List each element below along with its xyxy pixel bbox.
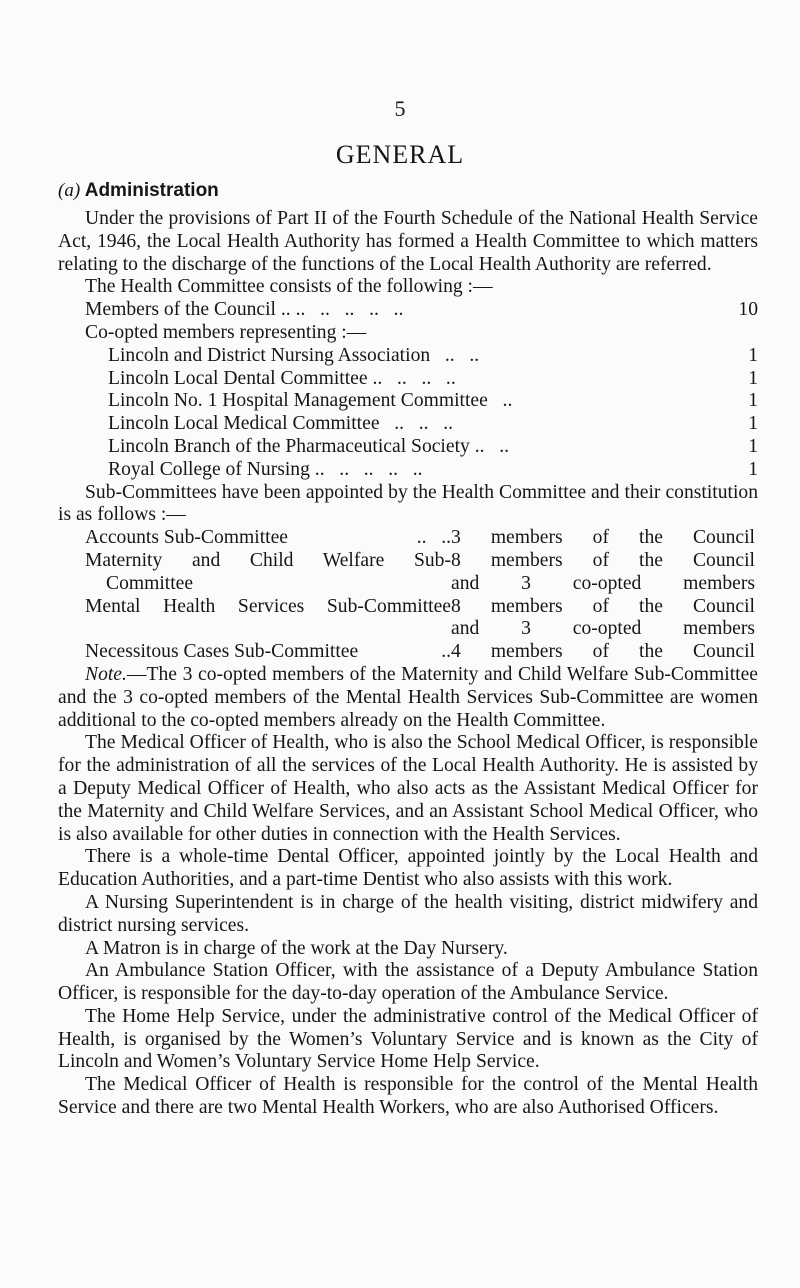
subcommittee-accounts: Accounts Sub-Committee .. .. (85, 527, 451, 549)
body-paragraph: There is a whole-time Dental Officer, appointed jointly by the Local Health and Education Authorities, and a part-time Dentist who also assists with this work. (58, 846, 758, 891)
members-council-count: 10 (738, 299, 758, 321)
members-council-label: Members of the Council .. (85, 299, 291, 321)
subcommittee-intro: Sub-Committees have been appointed by the Health Committee and their constitution is as follows :— (58, 481, 758, 526)
coopted-label: Lincoln Branch of the Pharmaceutical Society .. (108, 435, 485, 457)
coopted-count: 1 (748, 435, 758, 457)
coopted-row (58, 459, 758, 482)
section-marker: (a) (58, 180, 81, 201)
leader-dots: .. .. .. .. .. (290, 299, 404, 321)
leader-dots: .. .. .. (382, 367, 456, 389)
coopted-label: Royal College of Nursing .. (108, 458, 325, 480)
subcommittee-table (58, 527, 758, 664)
maternity-members-cont: and 3 co-opted members (451, 572, 755, 594)
mental-members-cont: and 3 co-opted members (451, 618, 755, 640)
coopted-label: Lincoln Local Dental Committee .. (108, 367, 383, 389)
leader-dots: .. (441, 641, 451, 663)
body-paragraph: The Medical Officer of Health, who is also the School Medical Officer, is responsible for the administration of all the services of the Local Health Authority. He is assisted by a Deputy Medical Officer of Health, who also acts as the Assistant Medical Officer for the Maternity and Child Welfare Services, and an Assistant School Medical Officer, who is also available for other duties in connection with the Health Services. (58, 732, 758, 845)
leader-dots: .. .. (416, 527, 451, 549)
page-number: 5 (394, 96, 406, 121)
coopted-row (58, 390, 758, 413)
coopted-row (58, 345, 758, 368)
subcommittee-names (85, 527, 451, 664)
section-heading-text: Administration (84, 180, 219, 201)
body-paragraph: The Home Help Service, under the administrative control of the Medical Officer of Health, is organised by the Women’s Voluntary Service and is known as the City of Lincoln and Women’s Voluntary Service Home Help Service. (58, 1005, 758, 1073)
coopted-row (58, 368, 758, 391)
note-label: Note. (85, 663, 127, 685)
note-paragraph (58, 664, 758, 732)
coopted-count: 1 (748, 367, 758, 389)
leader-dots: .. .. .. .. (324, 458, 423, 480)
leader-dots: .. .. .. (379, 413, 453, 435)
coopted-label: Lincoln Local Medical Committee (108, 413, 380, 435)
maternity-members: 8 members of the Council (451, 549, 755, 571)
body-paragraph: An Ambulance Station Officer, with the assistance of a Deputy Ambulance Station Officer, is responsible for the day-to-day operation of the Ambulance Service. (58, 960, 758, 1005)
committee-intro: The Health Committee consists of the following :— (85, 276, 493, 298)
coopted-count: 1 (748, 344, 758, 366)
leader-dots: .. .. (430, 344, 480, 366)
coopted-count: 1 (748, 458, 758, 480)
coopted-label: Lincoln and District Nursing Association (108, 344, 431, 366)
subcommittee-maternity: Maternity and Child Welfare Sub- (85, 549, 451, 571)
coopted-count: 1 (748, 413, 758, 435)
leader-dots: .. (487, 390, 513, 412)
mental-members: 8 members of the Council (451, 595, 755, 617)
coopted-heading: Co-opted members representing :— (85, 321, 367, 343)
coopted-count: 1 (748, 390, 758, 412)
page-title: GENERAL (335, 140, 465, 169)
accounts-members: 3 members of the Council (451, 527, 755, 549)
body-paragraph: The Medical Officer of Health is responsible for the control of the Mental Health Service and there are two Mental Health Workers, who are also Authorised Officers. (58, 1074, 758, 1119)
coopted-label: Lincoln No. 1 Hospital Management Committee (108, 390, 488, 412)
coopted-row (58, 413, 758, 436)
note-text: —The 3 co-opted members of the Maternity and Child Welfare Sub-Committee and the 3 co-opted members of the Mental Health Services Sub-Committee are women additional to the co-opted members already on the Health Committee. (58, 663, 758, 731)
document-body (58, 208, 758, 1120)
leader-dots: .. (484, 435, 510, 457)
members-council-row (58, 299, 758, 322)
subcommittee-necessitous: Necessitous Cases Sub-Committee .. (85, 641, 451, 663)
necessitous-members: 4 members of the Council (451, 641, 755, 663)
body-paragraph: A Nursing Superintendent is in charge of the health visiting, district midwifery and district nursing services. (58, 891, 758, 936)
subcommittee-members (451, 527, 755, 664)
subcommittee-mental: Mental Health Services Sub-Committee (85, 595, 451, 617)
subcommittee-maternity-cont: Committee (106, 572, 194, 594)
intro-paragraph: Under the provisions of Part II of the Fourth Schedule of the National Health Service Act, 1946, the Local Health Authority has formed a Health Committee to which matters relating to the discharge of the functions of the Local Health Authority are referred. (58, 208, 758, 275)
body-paragraph: A Matron is in charge of the work at the Day Nursery. (85, 937, 508, 959)
coopted-row (58, 436, 758, 459)
section-heading (58, 180, 219, 202)
